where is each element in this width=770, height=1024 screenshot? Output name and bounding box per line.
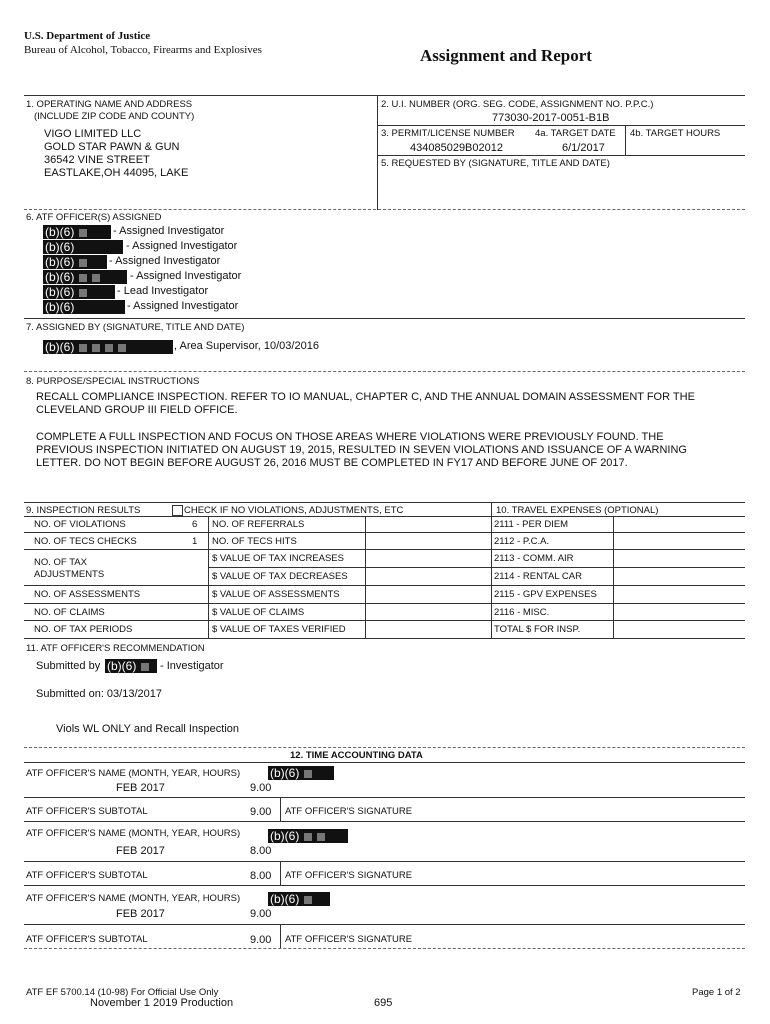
divider (24, 638, 745, 639)
check-label: CHECK IF NO VIOLATIONS, ADJUSTMENTS, ETC (184, 505, 404, 516)
department-name: U.S. Department of Justice (24, 30, 151, 42)
instruction-line: LETTER. DO NOT BEGIN BEFORE AUGUST 26, 2016 MUST BE COMPLETED IN FY17 AND BEFORE JUNE OF 2017. (36, 457, 628, 469)
divider (24, 585, 745, 586)
tax-periods-label: NO. OF TAX PERIODS (34, 624, 133, 635)
officer-role: - Assigned Investigator (126, 240, 238, 252)
divider (24, 603, 745, 604)
operating-name-line: VIGO LIMITED LLC (44, 128, 142, 140)
instruction-line: CLEVELAND GROUP III FIELD OFFICE. (36, 404, 238, 416)
section3-label: 3. PERMIT/LICENSE NUMBER (381, 128, 515, 139)
section8-label: 8. PURPOSE/SPECIAL INSTRUCTIONS (26, 376, 200, 387)
travel-item: 2116 - MISC. (494, 607, 550, 618)
tax-adjustments-label: ADJUSTMENTS (34, 569, 105, 580)
redaction-box: (b)(6) (43, 225, 111, 239)
divider (24, 502, 745, 503)
subtotal-value: 9.00 (250, 806, 272, 818)
divider (24, 620, 745, 621)
travel-item: 2112 - P.C.A. (494, 536, 550, 547)
divider (24, 549, 745, 550)
divider (280, 924, 281, 948)
divider (24, 209, 745, 210)
target-hours-label: 4b. TARGET HOURS (630, 128, 721, 139)
no-violations-checkbox[interactable] (172, 505, 183, 516)
travel-item: 2113 - COMM. AIR (494, 553, 574, 564)
redaction-box: (b)(6) (268, 766, 334, 780)
production-stamp: November 1 2019 Production (90, 997, 234, 1009)
divider (377, 95, 378, 210)
target-date-label: 4a. TARGET DATE (535, 128, 616, 139)
officer-role: - Assigned Investigator (127, 300, 239, 312)
travel-item: 2115 - GPV EXPENSES (494, 589, 597, 600)
divider (377, 125, 745, 126)
claims-value-label: $ VALUE OF CLAIMS (212, 607, 305, 618)
subtotal-value: 9.00 (250, 934, 272, 946)
section10-label: 10. TRAVEL EXPENSES (OPTIONAL) (496, 505, 659, 516)
divider (625, 125, 626, 155)
redaction-box: (b)(6) (268, 892, 330, 906)
divider (24, 885, 745, 886)
time-month: FEB 2017 (116, 845, 165, 857)
taxes-verified-label: $ VALUE OF TAXES VERIFIED (212, 624, 346, 635)
instruction-line: RECALL COMPLIANCE INSPECTION. REFER TO IO MANUAL, CHAPTER C, AND THE ANNUAL DOMAIN ASSESSMENT FOR THE (36, 391, 695, 403)
time-hours: 9.00 (250, 782, 272, 794)
travel-total: TOTAL $ FOR INSP. (494, 624, 581, 635)
section9-label: 9. INSPECTION RESULTS (26, 505, 141, 516)
redaction-box: (b)(6) (43, 240, 123, 254)
redaction-box: (b)(6) (268, 829, 348, 843)
section11-label: 11. ATF OFFICER'S RECOMMENDATION (26, 643, 205, 654)
officer-name-label: ATF OFFICER'S NAME (MONTH, YEAR, HOURS) (26, 768, 241, 779)
signature-label: ATF OFFICER'S SIGNATURE (285, 870, 413, 881)
section1-sublabel: (INCLUDE ZIP CODE AND COUNTY) (34, 111, 195, 122)
divider (24, 762, 745, 763)
divider (24, 861, 745, 862)
subtotal-value: 8.00 (250, 870, 272, 882)
time-month: FEB 2017 (116, 782, 165, 794)
bates-number: 695 (374, 997, 393, 1009)
redaction-box: (b)(6) (43, 285, 115, 299)
tecs-checks-label: NO. OF TECS CHECKS (34, 536, 137, 547)
referrals-label: NO. OF REFERRALS (212, 519, 305, 530)
divider (24, 821, 745, 822)
subtotal-label: ATF OFFICER'S SUBTOTAL (26, 806, 148, 817)
officer-role: - Assigned Investigator (130, 270, 242, 282)
time-hours: 9.00 (250, 908, 272, 920)
section2-label: 2. U.I. NUMBER (ORG. SEG. CODE, ASSIGNMENT NO. P.P.C.) (381, 99, 654, 110)
submitter-role: - Investigator (160, 660, 224, 672)
assessments-value-label: $ VALUE OF ASSESSMENTS (212, 589, 340, 600)
signature-label: ATF OFFICER'S SIGNATURE (285, 806, 413, 817)
form-number: ATF EF 5700.14 (10-98) For Official Use Only (26, 987, 219, 998)
redaction-box: (b)(6) (43, 340, 173, 354)
tax-adjustments-label: NO. OF TAX (34, 557, 87, 568)
submitted-by-label: Submitted by (36, 660, 101, 672)
assigned-by: , Area Supervisor, 10/03/2016 (174, 340, 319, 352)
divider (24, 95, 745, 96)
instruction-line: PREVIOUS INSPECTION INITIATED ON AUGUST 19, 2015, RESULTED IN SEVEN VIOLATIONS AND ISSUANCE OF A WARNING (36, 444, 687, 456)
subtotal-label: ATF OFFICER'S SUBTOTAL (26, 934, 148, 945)
redaction-box: (b)(6) (105, 659, 157, 673)
redaction-box: (b)(6) (43, 270, 127, 284)
tecs-checks-count: 1 (192, 536, 198, 547)
officer-name-label: ATF OFFICER'S NAME (MONTH, YEAR, HOURS) (26, 828, 241, 839)
divider (24, 924, 745, 925)
ui-number: 773030-2017-0051-B1B (492, 112, 610, 124)
assessments-label: NO. OF ASSESSMENTS (34, 589, 141, 600)
signature-label: ATF OFFICER'S SIGNATURE (285, 934, 413, 945)
time-month: FEB 2017 (116, 908, 165, 920)
officer-role: - Lead Investigator (117, 285, 209, 297)
form-title: Assignment and Report (420, 46, 592, 65)
divider (24, 371, 745, 372)
section7-label: 7. ASSIGNED BY (SIGNATURE, TITLE AND DATE) (26, 322, 245, 333)
operating-name-line: GOLD STAR PAWN & GUN (44, 141, 180, 153)
divider (24, 797, 745, 798)
divider (280, 861, 281, 885)
submitted-on: Submitted on: 03/13/2017 (36, 688, 162, 700)
target-date: 6/1/2017 (562, 142, 605, 154)
divider (377, 155, 745, 156)
section1-label: 1. OPERATING NAME AND ADDRESS (26, 99, 193, 110)
violations-count: 6 (192, 519, 198, 530)
travel-item: 2114 - RENTAL CAR (494, 571, 582, 582)
time-hours: 8.00 (250, 845, 272, 857)
divider (491, 502, 492, 638)
section6-label: 6. ATF OFFICER(S) ASSIGNED (26, 212, 162, 223)
divider (280, 797, 281, 821)
divider (24, 516, 745, 517)
tax-decreases-label: $ VALUE OF TAX DECREASES (212, 571, 348, 582)
instruction-line: COMPLETE A FULL INSPECTION AND FOCUS ON THOSE AREAS WHERE VIOLATIONS WERE PREVIOUSLY FOUND. THE (36, 431, 664, 443)
address-line: 36542 VINE STREET (44, 154, 150, 166)
violations-label: NO. OF VIOLATIONS (34, 519, 126, 530)
tax-increases-label: $ VALUE OF TAX INCREASES (212, 553, 344, 564)
officer-name-label: ATF OFFICER'S NAME (MONTH, YEAR, HOURS) (26, 893, 241, 904)
travel-item: 2111 - PER DIEM (494, 519, 569, 530)
tecs-hits-label: NO. OF TECS HITS (212, 536, 297, 547)
subtotal-label: ATF OFFICER'S SUBTOTAL (26, 870, 148, 881)
page-number: Page 1 of 2 (692, 987, 741, 998)
permit-number: 434085029B02012 (410, 142, 503, 154)
bureau-name: Bureau of Alcohol, Tobacco, Firearms and Explosives (24, 44, 262, 56)
divider (24, 948, 745, 949)
section12-label: 12. TIME ACCOUNTING DATA (290, 750, 423, 761)
redaction-box: (b)(6) (43, 255, 107, 269)
address-line: EASTLAKE,OH 44095, LAKE (44, 167, 189, 179)
divider (24, 747, 745, 748)
recommendation-note: Viols WL ONLY and Recall Inspection (56, 723, 240, 735)
claims-label: NO. OF CLAIMS (34, 607, 105, 618)
redaction-box: (b)(6) (43, 300, 125, 314)
officer-role: - Assigned Investigator (109, 255, 221, 267)
section5-label: 5. REQUESTED BY (SIGNATURE, TITLE AND DATE) (381, 158, 610, 169)
divider (208, 567, 745, 568)
divider (24, 318, 745, 319)
divider (24, 532, 745, 533)
officer-role: - Assigned Investigator (113, 225, 225, 237)
